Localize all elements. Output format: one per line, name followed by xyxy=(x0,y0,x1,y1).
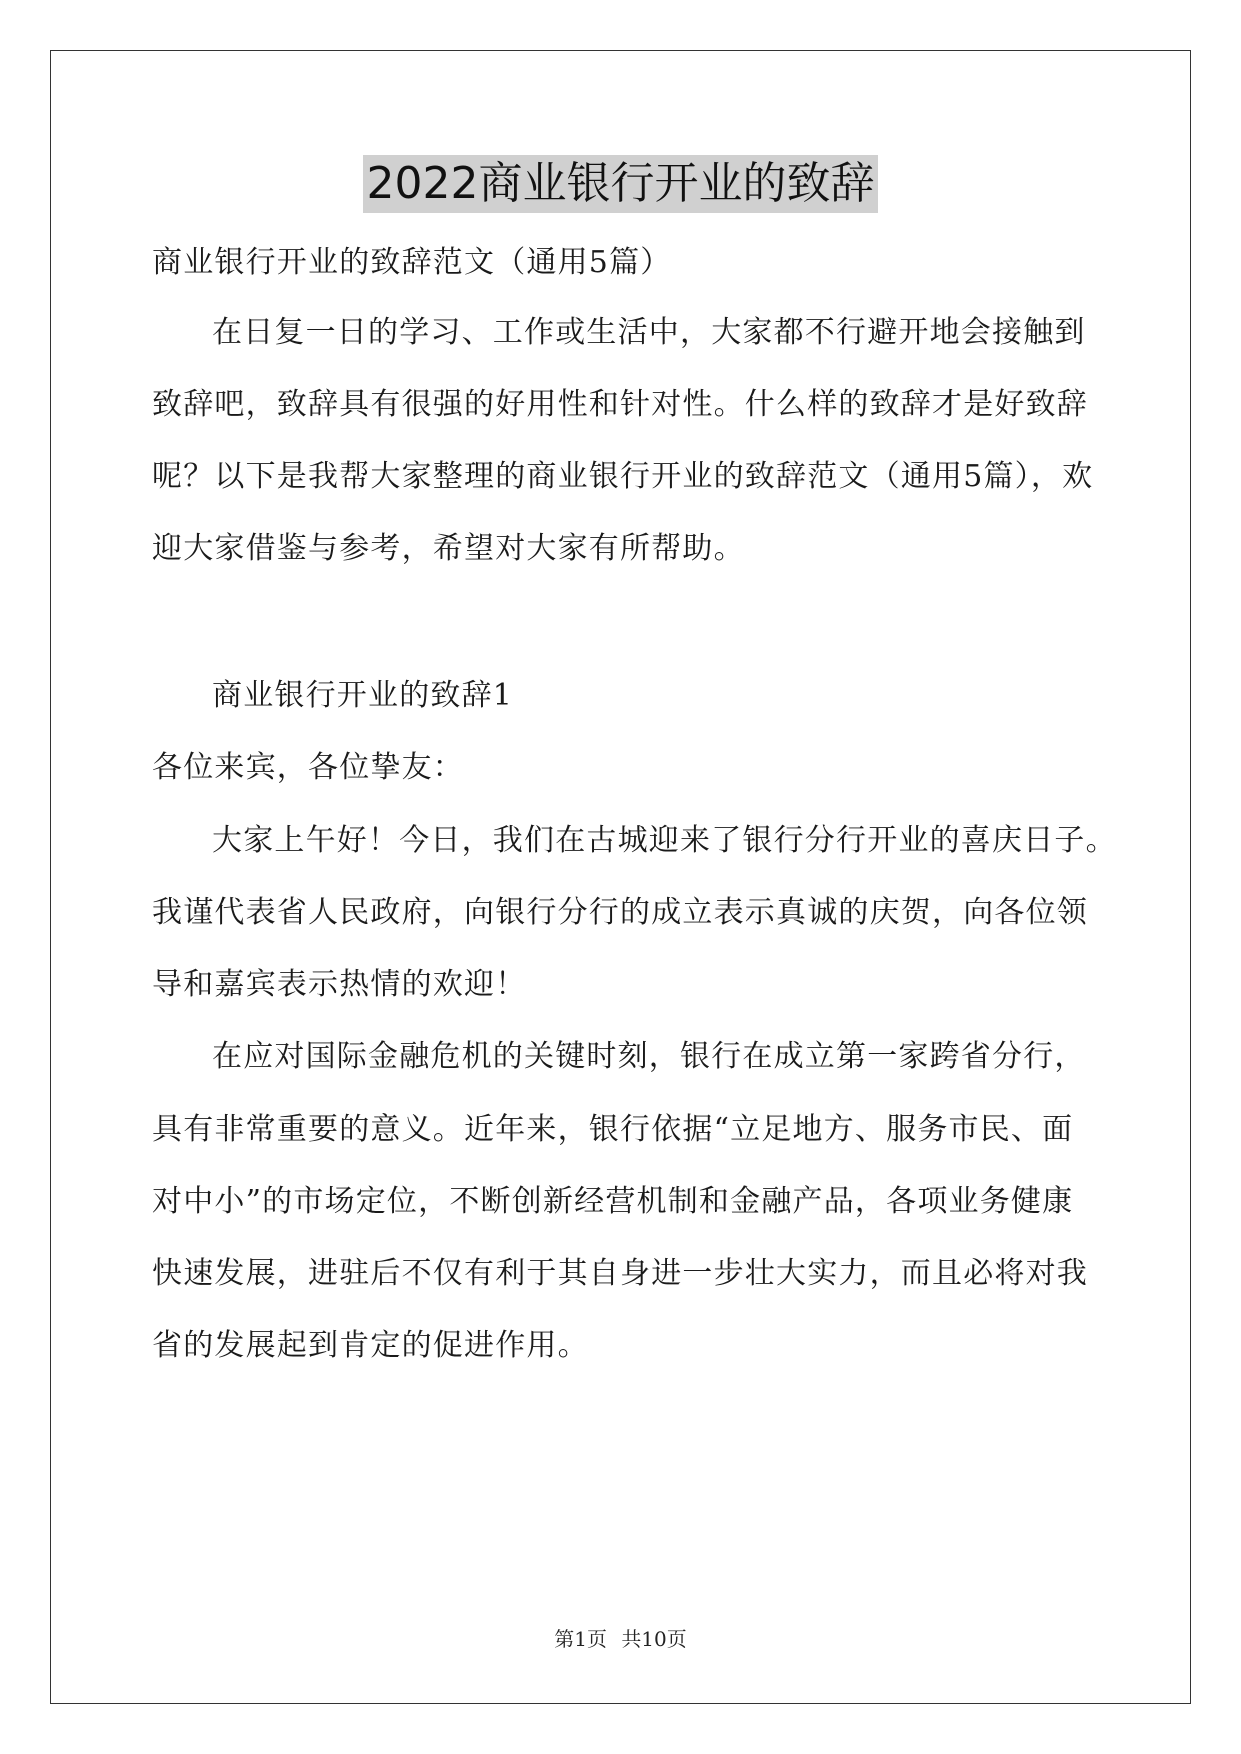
page-number: 第1页 xyxy=(554,1627,607,1651)
paragraph-line: 具有非常重要的意义。近年来，银行依据“立足地方、服务市民、面 xyxy=(152,1112,1074,1147)
paragraph-line: 我谨代表省人民政府，向银行分行的成立表示真诚的庆贺，向各位领 xyxy=(152,895,1088,930)
subtitle: 商业银行开业的致辞范文（通用5篇） xyxy=(152,245,672,280)
paragraph-line: 省的发展起到肯定的促进作用。 xyxy=(152,1328,589,1363)
title-container xyxy=(0,155,1241,213)
intro-line: 呢？以下是我帮大家整理的商业银行开业的致辞范文（通用5篇），欢 xyxy=(152,459,1094,494)
paragraph-line: 大家上午好！今日，我们在古城迎来了银行分行开业的喜庆日子。 xyxy=(212,823,1117,858)
paragraph-line: 快速发展，进驻后不仅有利于其自身进一步壮大实力，而且必将对我 xyxy=(152,1256,1088,1291)
paragraph-line: 在应对国际金融危机的关键时刻，银行在成立第一家跨省分行， xyxy=(212,1039,1086,1074)
document-title: 2022商业银行开业的致辞 xyxy=(363,155,879,213)
page-footer xyxy=(0,1626,1241,1652)
section-heading: 商业银行开业的致辞1 xyxy=(212,678,514,713)
intro-line: 迎大家借鉴与参考，希望对大家有所帮助。 xyxy=(152,531,745,566)
intro-line: 在日复一日的学习、工作或生活中，大家都不行避开地会接触到 xyxy=(212,315,1086,350)
paragraph-line: 对中小”的市场定位，不断创新经营机制和金融产品，各项业务健康 xyxy=(152,1184,1074,1219)
page-border xyxy=(50,50,1191,1704)
intro-line: 致辞吧，致辞具有很强的好用性和针对性。什么样的致辞才是好致辞 xyxy=(152,387,1088,422)
page-total: 共10页 xyxy=(621,1627,687,1651)
paragraph-line: 导和嘉宾表示热情的欢迎！ xyxy=(152,967,527,1002)
salutation: 各位来宾，各位挚友： xyxy=(152,750,464,785)
